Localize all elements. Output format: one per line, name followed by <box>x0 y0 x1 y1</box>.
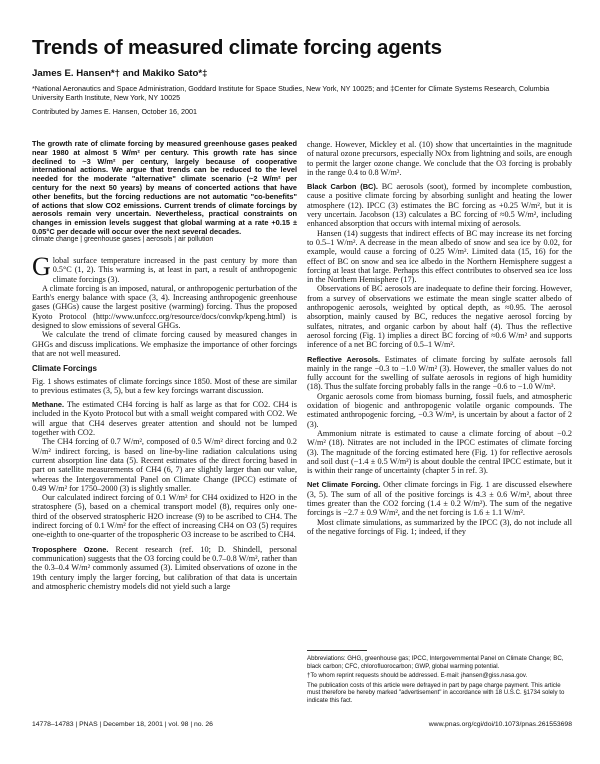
article-title: Trends of measured climate forcing agents <box>32 36 442 59</box>
subsection-heading: Reflective Aerosols. <box>307 354 381 364</box>
affiliations: *National Aeronautics and Space Administration, Goddard Institute for Space Studies, New York, NY 10025; and ‡Center for Climate Systems Research, Columbia University Earth Institute, New York, NY 10025 <box>32 84 550 103</box>
intro-paragraph: A climate forcing is an imposed, natural, or anthropogenic perturbation of the Earth's energy balance with space (3, 4). Increasing anthropogenic greenhouse gases (GHGs) cause the largest positive (warming) forcing. Thus the proposed Kyoto Protocol (http://www.unfccc.org/resource/docs/convkp/kpeng.html) is designed to slow emissions of several GHGs. <box>32 283 297 331</box>
section-heading: Climate Forcings <box>32 364 97 374</box>
body-paragraph: Most climate simulations, as summarized by the IPCC (3), do not include all of the negative forcings of Fig. 1; indeed, if they <box>307 517 572 536</box>
reflective-aerosols-paragraph: Reflective Aerosols. Estimates of climate forcing by sulfate aerosols fall mainly in the range −0.3 to −1.0 W/m² (3). However, the smaller values do not fully account for the swelling of sulfate aerosols in regions of high humidity (18). Thus the sulfate forcing probably falls in the range −0.6 to −1.0 W/m². <box>307 354 572 392</box>
footnotes <box>307 650 572 707</box>
body-paragraph: Ammonium nitrate is estimated to cause a climate forcing of about −0.2 W/m² (18). Nitrates are not included in the IPCC estimates of climate forcing (3). The magnitude of the forcing estimated here (Fig. 1) for reflective aerosols and soil dust (−1.4 ± 0.5 W/m²) is about double the central IPCC estimate, but it is within their range of uncertainty (chapter 5 in ref. 3). <box>307 428 572 476</box>
subsection-heading: Methane. <box>32 400 65 410</box>
contributed-line: Contributed by James E. Hansen, October 16, 2001 <box>32 107 198 116</box>
net-forcing-paragraph: Net Climate Forcing. Other climate forcings in Fig. 1 are discussed elsewhere (3, 5). The sum of all of the positive forcings is 4.3 ± 0.6 W/m², about three times greater than the CO2 forcing (1.4 ± 0.2 W/m²). The sum of the negative forcings is −2.7 ± 0.9 W/m², and the net forcing is 1.6 ± 1.1 W/m². <box>307 480 572 518</box>
keywords: climate change | greenhouse gases | aerosols | air pollution <box>32 236 214 243</box>
abstract: The growth rate of climate forcing by measured greenhouse gases peaked near 1980 at almost 5 W/m² per century. This growth rate has since declined to ~3 W/m² per century, largely because of cooperative international actions. We argue that trends can be reduced to the level needed for the moderate "alternative" climate scenario (~2 W/m² per century for the next 50 years) by means of concerted actions that have other benefits, but the forcing reductions are not automatic "co-benefits" of actions that slow CO2 emissions. Current trends of climate forcings by aerosols remain very uncertain. Nevertheless, practical constraints on changes in emission levels suggest that global warming at a rate +0.15 ± 0.05°C per decade will occur over the next several decades. <box>32 139 297 236</box>
black-carbon-paragraph: Black Carbon (BC). BC aerosols (soot), formed by incomplete combustion, cause a positive climate forcing by absorbing sunlight and heating the lower atmosphere (12). IPCC (3) estimates the BC forcing as +0.25 W/m², but it is very uncertain. Jacobson (13) calculates a BC forcing of ≈0.5 W/m², including enhanced absorption that occurs with internal mixing of aerosols. <box>307 182 572 229</box>
drop-cap: G <box>32 252 51 281</box>
body-paragraph: The CH4 forcing of 0.7 W/m², composed of 0.5 W/m² direct forcing and 0.2 W/m² indirect forcing, is based on line-by-line radiation calculations using current absorption line data (5). Recent estimates of the direct forcing based in part on satellite measurements of CH4 (6, 7) are slightly larger than our value, whereas the Intergovernmental Panel on Climate Change (IPCC) estimate of 0.49 W/m² for 1750–2000 (3) is slightly smaller. <box>32 437 297 493</box>
intro-paragraph: Global surface temperature increased in the past century by more than 0.5°C (1, 2). This warming is, at least in part, a result of anthropogenic climate forcings (3). <box>32 252 297 284</box>
body-paragraph: Our calculated indirect forcing of 0.1 W/m² for CH4 oxidized to H2O in the stratosphere (5), based on a chemical transport model (8), requires only one-third of the observed stratospheric H2O increase (9) to be ascribed to CH4. The indirect forcing of 0.1 W/m² for the effect of increasing CH4 on O3 (5) requires one-eighth to one-quarter of the tropospheric O3 increase to be ascribed to CH4. <box>32 493 297 540</box>
left-column <box>32 252 297 591</box>
citation-info: 14778–14783 | PNAS | December 18, 2001 | vol. 98 | no. 26 <box>32 721 213 728</box>
correspondence-note: †To whom reprint requests should be addressed. E-mail: jhansen@giss.nasa.gov. <box>307 672 528 680</box>
page-charges-note: The publication costs of this article were defrayed in part by page charge payment. This article must therefore be hereby marked "advertisement" in accordance with 18 U.S.C. §1734 solely to indicate this fact. <box>307 681 565 704</box>
ozone-paragraph: Troposphere Ozone. Recent research (ref. 10; D. Shindell, personal communication) suggests that the O3 forcing could be 0.7–0.8 W/m², rather than the 0.3–0.4 W/m² commonly assumed (3). Limited observations of ozone in the 19th century imply the larger forcing, but calibration of that data is uncertain and atmospheric chemistry models did not yield such a large <box>32 544 297 591</box>
body-paragraph: Fig. 1 shows estimates of climate forcings since 1850. Most of these are similar to previous estimates (3, 5), but a few key forcings warrant discussion. <box>32 376 297 395</box>
doi-link[interactable]: www.pnas.org/cgi/doi/10.1073/pnas.261553698 <box>428 721 572 728</box>
subsection-heading: Troposphere Ozone. <box>32 544 109 554</box>
right-column <box>307 140 572 536</box>
intro-paragraph: We calculate the trend of climate forcing caused by measured changes in GHGs and discuss implications. We emphasize the importance of other forcings that are not well measured. <box>32 330 297 358</box>
footnote-rule <box>307 650 367 651</box>
abbreviations-note: Abbreviations: GHG, greenhouse gas; IPCC, Intergovernmental Panel on Climate Change; BC, black carbon; CFC, chlorofluorocarbon; GWP, global warming potential. <box>307 655 564 670</box>
subsection-heading: Net Climate Forcing. <box>307 480 381 490</box>
body-paragraph: change. However, Mickley et al. (10) show that uncertainties in the magnitude of natural ozone precursors, especially NOx from lightning and soils, are enough to permit the larger ozone change. We conclude that the O3 forcing is probably in the range 0.4 to 0.8 W/m². <box>307 140 572 177</box>
author-list: James E. Hansen*† and Makiko Sato*‡ <box>32 68 208 79</box>
body-paragraph: Hansen (14) suggests that indirect effects of BC may increase its net forcing to 0.5–1 W/m². A decrease in the mean albedo of snow and sea ice by 0.02, for example, would cause a forcing of 0.25 W/m². Limited data (15, 16) for the effect of BC on snow and sea ice albedo in the Northern Hemisphere suggest a forcing at least that large. Perhaps this effect contributes to observed sea ice loss in the Northern Hemisphere (17). <box>307 228 572 285</box>
subsection-heading: Black Carbon (BC). <box>307 182 378 192</box>
body-paragraph: Organic aerosols come from biomass burning, fossil fuels, and atmospheric oxidation of biogenic and anthropogenic volatile organic compounds. The estimated anthropogenic forcing, −0.3 W/m², is uncertain by about a factor of 2 (3). <box>307 391 572 429</box>
methane-paragraph: Methane. The estimated CH4 forcing is half as large as that for CO2. CH4 is included in the Kyoto Protocol but with a small weight compared with CO2. We will argue that CH4 deserves greater attention and should not be lumped together with CO2. <box>32 400 297 438</box>
body-paragraph: Observations of BC aerosols are inadequate to define their forcing. However, from a survey of observations we estimate the mean single scatter albedo of anthropogenic aerosols, weighted by optical depth, as ≈0.95. The aerosol absorption, mainly caused by BC, reduces the negative aerosol forcing by sulfates, nitrates, and organic carbon by about half (4). Thus the reflective aerosol forcing (Fig. 1) implies a direct BC forcing of ≈0.6 W/m² and supports inference of a net BC forcing of 0.5–1 W/m². <box>307 284 572 350</box>
